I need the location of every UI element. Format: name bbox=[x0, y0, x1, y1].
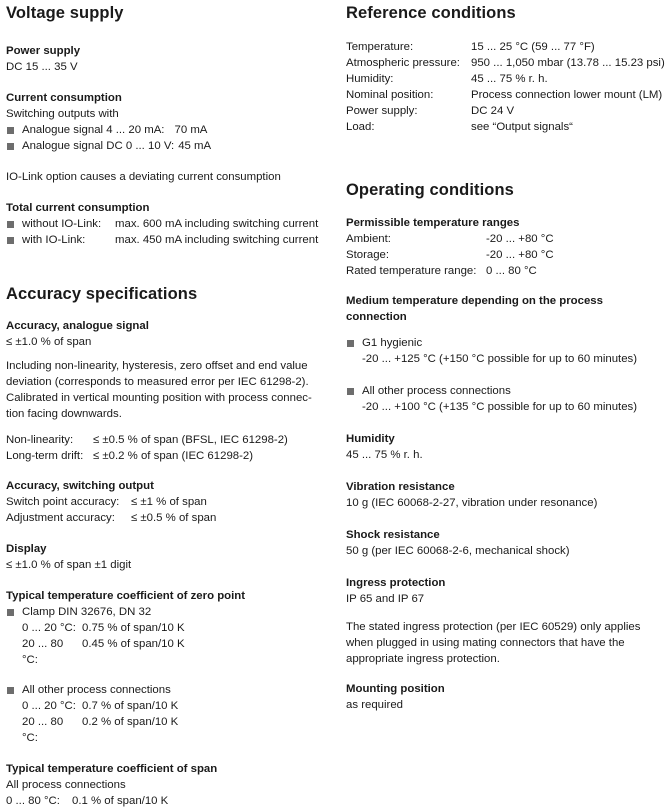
reference-value: DC 24 V bbox=[471, 105, 515, 117]
ambient-row bbox=[346, 231, 668, 247]
medium-title-line: Medium temperature depending on the process bbox=[346, 295, 603, 307]
shock-title: Shock resistance bbox=[346, 529, 440, 541]
reference-label: Humidity: bbox=[346, 73, 394, 85]
table-row bbox=[346, 103, 668, 119]
display-value: ≤ ±1.0 % of span ±1 digit bbox=[6, 559, 132, 571]
mounting-value: as required bbox=[346, 699, 403, 711]
total-item-value: max. 450 mA including switching current bbox=[115, 234, 319, 246]
ingress-note-line: The stated ingress protection (per IEC 60529) only applies bbox=[346, 621, 641, 633]
ingress-title: Ingress protection bbox=[346, 577, 446, 589]
total-item-value: max. 600 mA including switching current bbox=[115, 218, 319, 230]
ambient-value: -20 ... +80 °C bbox=[486, 233, 554, 245]
medium-temperature-title bbox=[346, 293, 668, 325]
description-line: Calibrated in vertical mounting position with process connec- bbox=[6, 392, 312, 404]
span-coefficient-title: Typical temperature coefficient of span bbox=[6, 763, 218, 775]
reference-label: Atmospheric pressure: bbox=[346, 57, 460, 69]
span-intro: All process connections bbox=[6, 779, 126, 791]
storage-value: -20 ... +80 °C bbox=[486, 249, 554, 261]
total-item-label: without IO-Link: bbox=[22, 218, 102, 230]
drift-label: Long-term drift: bbox=[6, 450, 84, 462]
vibration-value: 10 g (IEC 60068-2-27, vibration under resonance) bbox=[346, 497, 598, 509]
reference-label: Temperature: bbox=[346, 41, 414, 53]
total-current-title: Total current consumption bbox=[6, 202, 150, 214]
reference-value: 45 ... 75 % r. h. bbox=[471, 73, 548, 85]
zero-row bbox=[6, 620, 331, 636]
zero-value: 0.75 % of span/10 K bbox=[82, 622, 185, 634]
medium-group1-value: -20 ... +125 °C (+150 °C possible for up to 60 minutes) bbox=[362, 353, 638, 365]
reference-label: Load: bbox=[346, 121, 375, 133]
total-item-label: with IO-Link: bbox=[22, 234, 86, 246]
current-item-value: 45 mA bbox=[178, 140, 212, 152]
list-item bbox=[6, 138, 331, 154]
temperature-ranges-title: Permissible temperature ranges bbox=[346, 217, 520, 229]
nonlinearity-value: ≤ ±0.5 % of span (BFSL, IEC 61298-2) bbox=[93, 434, 288, 446]
left-column bbox=[6, 0, 331, 809]
reference-value: 950 ... 1,050 mbar (13.78 ... 15.23 psi) bbox=[471, 57, 665, 69]
span-row bbox=[6, 793, 331, 809]
storage-row bbox=[346, 247, 668, 263]
analogue-accuracy-title: Accuracy, analogue signal bbox=[6, 320, 149, 332]
span-range: 0 ... 80 °C: bbox=[6, 795, 60, 807]
table-row bbox=[346, 119, 668, 135]
right-column bbox=[346, 0, 668, 713]
voltage-supply-heading: Voltage supply bbox=[6, 4, 124, 22]
humidity-title: Humidity bbox=[346, 433, 395, 445]
current-item-label: Analogue signal DC 0 ... 10 V: bbox=[22, 140, 175, 152]
accuracy-heading: Accuracy specifications bbox=[6, 285, 198, 303]
switching-accuracy-title: Accuracy, switching output bbox=[6, 480, 154, 492]
humidity-value: 45 ... 75 % r. h. bbox=[346, 449, 423, 461]
drift-row bbox=[6, 448, 331, 464]
list-item bbox=[6, 216, 331, 232]
current-item-value: 70 mA bbox=[174, 124, 208, 136]
list-item: All other process connections bbox=[346, 383, 668, 399]
mounting-title: Mounting position bbox=[346, 683, 445, 695]
zero-value: 0.45 % of span/10 K bbox=[82, 638, 185, 650]
reference-table bbox=[346, 39, 668, 135]
list-item: G1 hygienic bbox=[346, 335, 668, 351]
list-item bbox=[6, 232, 331, 248]
list-item: Clamp DIN 32676, DN 32 bbox=[6, 604, 331, 620]
description-line: deviation (corresponds to measured error per IEC 61298-2). bbox=[6, 376, 309, 388]
zero-range: 20 ... 80 °C: bbox=[22, 638, 64, 666]
reference-value: Process connection lower mount (LM) bbox=[471, 89, 663, 101]
rated-value: 0 ... 80 °C bbox=[486, 265, 537, 277]
list-item bbox=[6, 122, 331, 138]
vibration-title: Vibration resistance bbox=[346, 481, 455, 493]
reference-conditions-heading: Reference conditions bbox=[346, 4, 516, 22]
analogue-description bbox=[6, 358, 331, 422]
adjustment-value: ≤ ±0.5 % of span bbox=[131, 512, 217, 524]
ingress-value: IP 65 and IP 67 bbox=[346, 593, 425, 605]
rated-row bbox=[346, 263, 668, 279]
drift-value: ≤ ±0.2 % of span (IEC 61298-2) bbox=[93, 450, 254, 462]
zero-range: 20 ... 80 °C: bbox=[22, 716, 64, 744]
power-supply-title: Power supply bbox=[6, 45, 81, 57]
current-consumption-intro: Switching outputs with bbox=[6, 108, 119, 120]
ambient-label: Ambient: bbox=[346, 233, 391, 245]
medium-group2-value: -20 ... +100 °C (+135 °C possible for up to 60 minutes) bbox=[362, 401, 638, 413]
zero-value: 0.2 % of span/10 K bbox=[82, 716, 179, 728]
zero-row bbox=[6, 698, 331, 714]
switch-point-value: ≤ ±1 % of span bbox=[131, 496, 207, 508]
operating-conditions-heading: Operating conditions bbox=[346, 181, 514, 199]
display-title: Display bbox=[6, 543, 47, 555]
rated-label: Rated temperature range: bbox=[346, 265, 477, 277]
ingress-note-line: appropriate ingress protection. bbox=[346, 653, 500, 665]
span-value: 0.1 % of span/10 K bbox=[72, 795, 169, 807]
table-row bbox=[346, 87, 668, 103]
reference-label: Power supply: bbox=[346, 105, 418, 117]
switch-point-label: Switch point accuracy: bbox=[6, 496, 120, 508]
switch-point-row bbox=[6, 494, 331, 510]
reference-label: Nominal position: bbox=[346, 89, 434, 101]
reference-value: see “Output signals“ bbox=[471, 121, 573, 133]
analogue-accuracy-value: ≤ ±1.0 % of span bbox=[6, 336, 92, 348]
adjustment-row bbox=[6, 510, 331, 526]
ingress-note bbox=[346, 619, 668, 667]
current-item-label: Analogue signal 4 ... 20 mA: bbox=[22, 124, 165, 136]
reference-value: 15 ... 25 °C (59 ... 77 °F) bbox=[471, 41, 595, 53]
current-consumption-title: Current consumption bbox=[6, 92, 122, 104]
adjustment-label: Adjustment accuracy: bbox=[6, 512, 115, 524]
table-row bbox=[346, 39, 668, 55]
shock-value: 50 g (per IEC 60068-2-6, mechanical shock) bbox=[346, 545, 570, 557]
nonlinearity-label: Non-linearity: bbox=[6, 434, 74, 446]
description-line: tion facing downwards. bbox=[6, 408, 122, 420]
table-row bbox=[346, 71, 668, 87]
iolink-note: IO-Link option causes a deviating current consumption bbox=[6, 171, 281, 183]
medium-title-line: connection bbox=[346, 311, 407, 323]
zero-range: 0 ... 20 °C: bbox=[22, 622, 76, 634]
zero-coefficient-title: Typical temperature coefficient of zero point bbox=[6, 590, 246, 602]
ingress-note-line: when plugged in using mating connectors that have the bbox=[346, 637, 625, 649]
zero-range: 0 ... 20 °C: bbox=[22, 700, 76, 712]
description-line: Including non-linearity, hysteresis, zero offset and end value bbox=[6, 360, 308, 372]
zero-row bbox=[6, 714, 331, 746]
power-supply-value: DC 15 ... 35 V bbox=[6, 61, 78, 73]
list-item: All other process connections bbox=[6, 682, 331, 698]
storage-label: Storage: bbox=[346, 249, 390, 261]
table-row bbox=[346, 55, 668, 71]
zero-value: 0.7 % of span/10 K bbox=[82, 700, 179, 712]
nonlinearity-row bbox=[6, 432, 331, 448]
zero-row bbox=[6, 636, 331, 668]
